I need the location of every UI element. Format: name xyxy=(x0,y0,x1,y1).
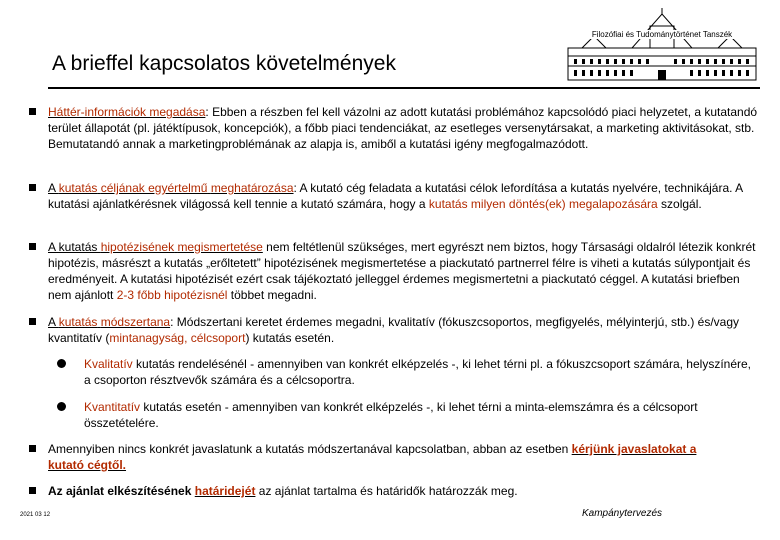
square-bullet-icon xyxy=(29,318,36,325)
bullet-highlight: 2-3 főbb hipotézisnél xyxy=(116,288,228,302)
bullet-deadline xyxy=(29,483,765,501)
bullet-text xyxy=(48,483,765,499)
bullet-highlight: Kvalitatív xyxy=(84,357,133,371)
page-title: A brieffel kapcsolatos követelmények xyxy=(52,52,396,75)
bullet-highlight: mintanagyság, célcsoport xyxy=(109,331,246,345)
bullet-body: az ajánlat tartalma és határidők határozzák meg. xyxy=(255,484,518,498)
bullet-body: ) kutatás esetén. xyxy=(245,331,335,345)
bullet-body: kutatás esetén - amennyiben van konkrét elképzelés -, ki lehet térni a minta-elemszámra és a célcsoport összetételére. xyxy=(84,400,698,430)
bullet-highlight: kutatás milyen döntés(ek) megalapozására xyxy=(428,197,658,211)
bullet-highlight: megismertetése xyxy=(177,240,263,254)
bullet-body: szolgál. xyxy=(657,197,702,211)
footer-title: Kampánytervezés xyxy=(582,508,663,519)
bullet-prefix: A xyxy=(48,181,59,195)
sub-bullet-quantitative xyxy=(57,399,757,433)
round-bullet-icon xyxy=(57,402,66,411)
bullet-research-goal xyxy=(29,180,765,230)
bullet-highlight: kutatás xyxy=(58,181,98,195)
bullet-text xyxy=(48,441,729,473)
bullet-text xyxy=(48,180,765,212)
bullet-body: kutatás rendelésénél - amennyiben van konkrét elképzelés -, ki lehet térni pl. a fókuszcsoport számára, helyszínére, a csoporton résztvevők számára és a célcsoportra. xyxy=(84,357,752,387)
bullet-text xyxy=(48,239,765,303)
square-bullet-icon xyxy=(29,487,36,494)
round-bullet-icon xyxy=(57,359,66,368)
bullet-highlight: céljának egyértelmű xyxy=(100,181,208,195)
university-logo xyxy=(562,4,762,84)
sub-bullet-qualitative xyxy=(57,356,757,390)
bullet-highlight: hipotézisének xyxy=(100,240,175,254)
bullet-body: : Módszertani keretet érdemes megadni, kvalitatív (fókuszcsoportos, megfigyelés, mélyinterjú, stb.) és/vagy kvantitatív ( xyxy=(48,315,740,345)
bullet-text xyxy=(48,104,765,152)
bullet-text xyxy=(84,356,757,388)
bullet-highlight: Kvantitatív xyxy=(84,400,141,414)
bullet-highlight: kutatás xyxy=(58,315,98,329)
bullet-prefix: A xyxy=(48,315,59,329)
bullet-body: : Ebben a részben fel kell vázolni az adott kutatási problémához kapcsolódó piaci helyzetet, a kutatandó terület állapotát (pl. játéktípusok, koncepciók), a főbb piaci tendenciákat, az esetleges versenytársakat, a marketing aktivitásokat, stb. Bemutatandó annak a marketingproblémának az alapja is, amiből a kutatási igény megfogalmazódott. xyxy=(48,105,758,151)
bullet-highlight: kérjünk javaslatokat a kutató cégtől. xyxy=(48,442,697,472)
square-bullet-icon xyxy=(29,243,36,250)
bullet-heading: Háttér-információk megadása xyxy=(48,105,206,119)
square-bullet-icon xyxy=(29,108,36,115)
bullet-body: : A kutató cég feladata a kutatási célok lefordítása a kutatás nyelvére, technikájára. A kutatási ajánlatkérésnek világossá kell tennie a kutató számára, hogy a xyxy=(48,181,743,211)
footer-date: 2021 03 12 xyxy=(20,512,51,518)
bullet-text xyxy=(48,314,765,346)
bullet-ask-proposals xyxy=(29,441,729,475)
bullet-highlight: meghatározása xyxy=(210,181,294,195)
bullet-hypothesis xyxy=(29,239,765,305)
bullet-prefix: A kutatás xyxy=(48,240,101,254)
bullet-highlight: határidejét xyxy=(194,484,256,498)
bullet-body: többet megadni. xyxy=(227,288,317,302)
bullet-body: nem feltétlenül szükséges, mert egyrészt nem biztos, hogy Társasági oldalról létezik konkrét hipotézis, másrészt a kutatás „erőltetett” hipotézisének megismertetése a piackutató partnerrel félre is viheti a kutatás súlypontjait és eredményeit. A kutatási hipotézisét ezért csak tájékoztató jelleggel érdemes megismertetni a piackutató céggel. A kutatási briefben nem ajánlott xyxy=(48,240,756,302)
bullet-highlight: módszertana xyxy=(100,315,171,329)
bullet-body: Amennyiben nincs konkrét javaslatunk a kutatás módszertanával kapcsolatban, abban az esetben xyxy=(48,442,572,456)
logo-caption: Filozófiai és Tudománytörténet Tanszék xyxy=(563,30,761,39)
bullet-background-info xyxy=(29,104,765,170)
square-bullet-icon xyxy=(29,445,36,452)
title-divider xyxy=(48,87,760,89)
bullet-text xyxy=(84,399,757,431)
square-bullet-icon xyxy=(29,184,36,191)
bullet-methodology xyxy=(29,314,765,348)
bullet-prefix: Az ajánlat elkészítésének xyxy=(48,484,195,498)
